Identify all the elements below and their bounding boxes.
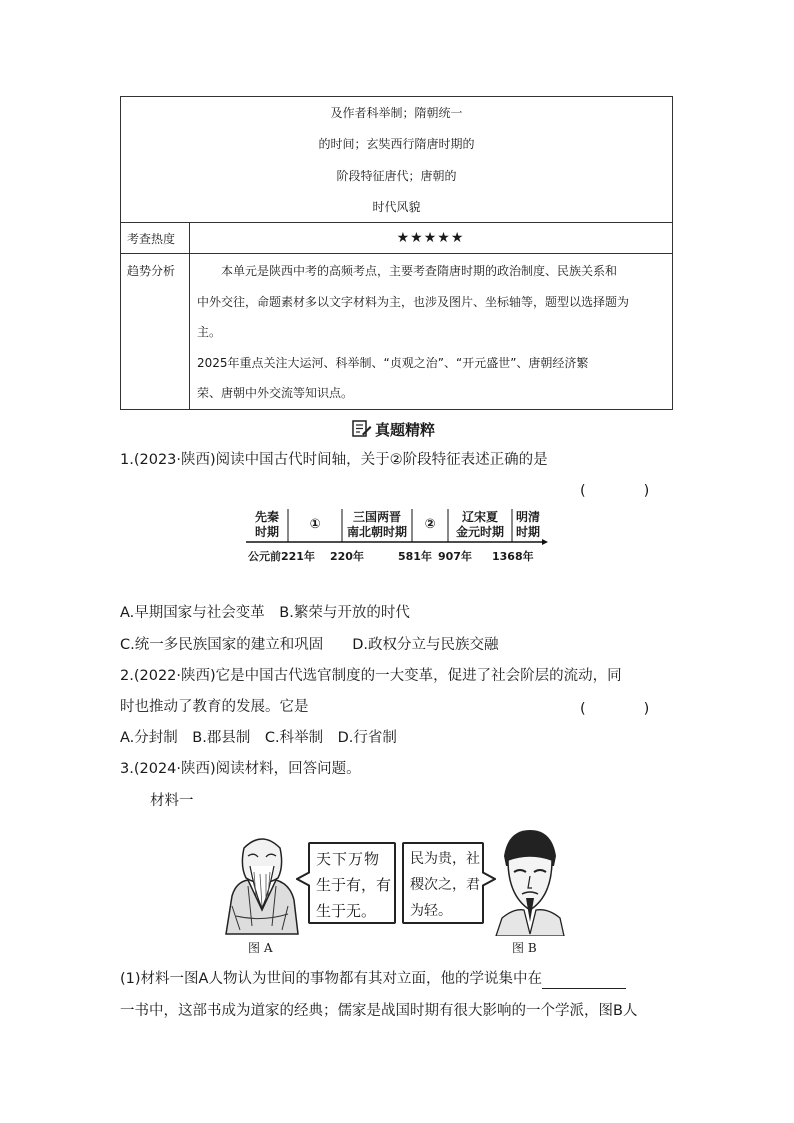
table-divider bbox=[121, 253, 672, 254]
period-bottom: 金元时期 bbox=[455, 525, 504, 539]
bubble-a-line: 天下万物 bbox=[316, 850, 381, 868]
laozi-portrait bbox=[222, 826, 302, 936]
q2-answer-paren: ( ) bbox=[580, 701, 650, 717]
material-label: 材料一 bbox=[150, 793, 194, 809]
period-bottom: 时期 bbox=[515, 525, 540, 539]
period-bottom: 南北朝时期 bbox=[346, 525, 407, 539]
timeline bbox=[246, 507, 548, 565]
trend-label: 趋势分析 bbox=[127, 264, 176, 278]
exam-paper-icon bbox=[352, 420, 372, 438]
table-top-line: 阶段特征唐代；唐朝的 bbox=[336, 169, 457, 183]
heat-label: 考查热度 bbox=[127, 232, 176, 246]
bubble-b-line: 民为贵，社 bbox=[410, 851, 480, 867]
timeline-date: 1368年 bbox=[492, 550, 534, 563]
bubble-a-line: 生于有，有 bbox=[316, 876, 392, 894]
table-column-divider bbox=[189, 222, 190, 409]
q3-stem: 3.(2024·陕西)阅读材料，回答问题。 bbox=[120, 761, 361, 777]
timeline-date: 907年 bbox=[438, 550, 472, 563]
period-top: 明清 bbox=[515, 510, 540, 524]
exam-analysis-table bbox=[120, 96, 673, 410]
bubble-a-line: 生于无。 bbox=[316, 902, 377, 920]
speech-bubble-b bbox=[402, 842, 484, 924]
period-top: 辽宋夏 bbox=[461, 510, 498, 524]
trend-line: 本单元是陕西中考的高频考点，主要考查隋唐时期的政治制度、民族关系和 bbox=[221, 264, 618, 278]
q2-stem-continued: 时也推动了教育的发展。它是 bbox=[120, 699, 309, 715]
figure-a-caption: 图 A bbox=[248, 941, 273, 955]
trend-line: 中外交往，命题素材多以文字材料为主，也涉及图片、坐标轴等，题型以选择题为 bbox=[197, 295, 630, 309]
timeline-date: 581年 bbox=[398, 550, 432, 563]
table-top-line: 的时间；玄奘西行隋唐时期的 bbox=[318, 137, 475, 151]
period-top: 三国两晋 bbox=[352, 510, 401, 524]
speech-bubble-a bbox=[308, 842, 396, 924]
table-top-line: 及作者科举制；隋朝统一 bbox=[330, 106, 463, 120]
period-top: 先秦 bbox=[254, 510, 279, 524]
bubble-b-line: 稷次之，君 bbox=[410, 877, 480, 893]
q2-options-row: A.分封制 B.郡县制 C.科举制 D.行省制 bbox=[120, 730, 397, 746]
answer-blank[interactable] bbox=[542, 972, 626, 989]
q1-answer-paren: ( ) bbox=[580, 483, 650, 499]
trend-line: 荣、唐朝中外交流等知识点。 bbox=[197, 386, 354, 400]
period-bottom: 时期 bbox=[254, 525, 279, 539]
timeline-date: 220年 bbox=[330, 550, 364, 563]
bubble-b-line: 为轻。 bbox=[410, 903, 452, 919]
heat-stars: ★★★★★ bbox=[396, 230, 465, 246]
q1-options-row: A.早期国家与社会变革 B.繁荣与开放的时代 bbox=[120, 605, 410, 621]
table-top-line: 时代风貌 bbox=[372, 200, 421, 214]
mencius-portrait bbox=[494, 826, 566, 936]
section-title: 真题精粹 bbox=[375, 421, 436, 439]
trend-line: 主。 bbox=[197, 325, 222, 339]
timeline-period: ② bbox=[424, 517, 436, 532]
timeline-period bbox=[448, 510, 512, 540]
trend-line: 2025年重点关注大运河、科举制、“贞观之治”、“开元盛世”、唐朝经济繁 bbox=[197, 356, 589, 370]
timeline-period: ① bbox=[309, 517, 321, 532]
q3-sub1-text: (1)材料一图A人物认为世间的事物都有其对立面，他的学说集中在 bbox=[120, 971, 542, 987]
figure-b-caption: 图 B bbox=[512, 941, 537, 955]
q3-sub1 bbox=[120, 969, 626, 989]
bubble-a-tail bbox=[296, 870, 310, 888]
q3-sub1-continued: 一书中，这部书成为道家的经典；儒家是战国时期有很大影响的一个学派，图B人 bbox=[120, 1003, 638, 1019]
timeline-date: 公元前221年 bbox=[248, 550, 315, 563]
q1-options-row: C.统一多民族国家的建立和巩固 D.政权分立与民族交融 bbox=[120, 637, 499, 653]
timeline-period bbox=[342, 510, 412, 540]
table-divider bbox=[121, 222, 672, 223]
q2-stem: 2.(2022·陕西)它是中国古代选官制度的一大变革，促进了社会阶层的流动，同 bbox=[120, 668, 622, 684]
q1-stem: 1.(2023·陕西)阅读中国古代时间轴，关于②阶段特征表述正确的是 bbox=[120, 452, 548, 468]
timeline-period bbox=[512, 510, 544, 540]
timeline-period bbox=[246, 510, 288, 540]
